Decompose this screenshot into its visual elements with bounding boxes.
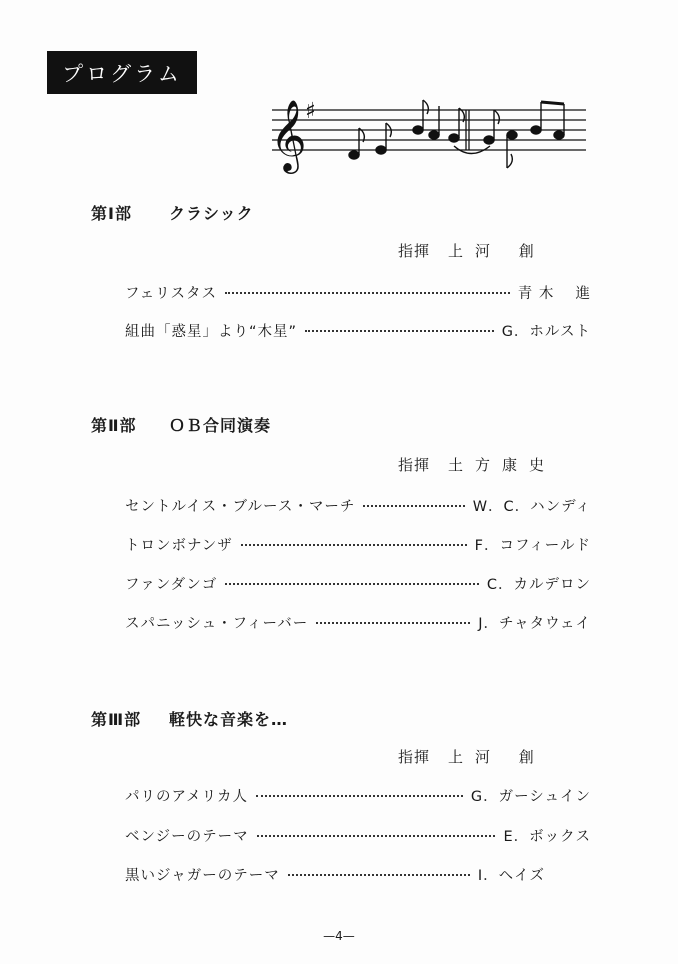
dot-leader xyxy=(225,292,510,294)
dot-leader xyxy=(241,544,467,546)
program-item xyxy=(125,534,591,555)
part-2-heading xyxy=(91,413,271,436)
piece-composer: E．ボックス xyxy=(503,829,591,845)
program-item xyxy=(125,612,591,633)
piece-title: トロンボナンザ xyxy=(125,538,233,554)
piece-title: フェリスタス xyxy=(125,286,217,302)
part-1-number: 第Ⅰ部 xyxy=(91,204,132,223)
program-item xyxy=(125,282,591,303)
part-2-number: 第Ⅱ部 xyxy=(91,416,137,435)
part-3-conductor-role: 指揮 xyxy=(398,748,431,766)
dot-leader xyxy=(316,622,470,624)
program-item xyxy=(125,785,591,806)
part-3-number: 第Ⅲ部 xyxy=(91,710,142,729)
part-1-heading xyxy=(91,201,254,224)
program-item xyxy=(125,864,545,885)
piece-title: セントルイス・ブルース・マーチ xyxy=(125,499,356,515)
dot-leader xyxy=(288,874,470,876)
treble-clef-icon: 𝄞 xyxy=(270,98,307,171)
page-title: プログラム xyxy=(47,51,197,94)
part-1-conductor xyxy=(398,240,546,261)
piece-composer: F．コフィールド xyxy=(474,538,591,554)
piece-title: スパニッシュ・フィーバー xyxy=(125,616,309,632)
dot-leader xyxy=(256,795,463,797)
part-2-conductor-name: 土方康史 xyxy=(448,456,557,474)
part-1-conductor-role: 指揮 xyxy=(398,242,431,260)
piece-composer: C．カルデロン xyxy=(486,577,591,593)
sharp-icon: ♯ xyxy=(305,99,316,124)
dot-leader xyxy=(363,505,464,507)
part-3-conductor xyxy=(398,746,546,767)
piece-title: ベンジーのテーマ xyxy=(125,829,249,845)
part-1-title: クラシック xyxy=(169,204,254,223)
part-3-heading xyxy=(91,707,288,730)
part-3-conductor-name: 上河 創 xyxy=(448,748,546,766)
piece-composer: G．ホルスト xyxy=(501,324,591,340)
program-item xyxy=(125,320,591,341)
part-3-title: 軽快な音楽を… xyxy=(169,710,289,729)
music-staff-decoration xyxy=(268,86,593,176)
part-2-conductor xyxy=(398,454,556,475)
dot-leader xyxy=(257,835,496,837)
program-item xyxy=(125,825,591,846)
program-item xyxy=(125,495,591,516)
page-number: —4— xyxy=(323,929,355,943)
piece-title: パリのアメリカ人 xyxy=(125,789,248,805)
piece-composer: W．C．ハンディ xyxy=(472,499,591,515)
part-1-conductor-name: 上河 創 xyxy=(448,242,546,260)
piece-title: 黒いジャガーのテーマ xyxy=(125,868,280,884)
piece-composer: G．ガーシュイン xyxy=(470,789,591,805)
part-2-title: ＯＢ合同演奏 xyxy=(169,416,272,435)
piece-title: ファンダンゴ xyxy=(125,577,218,593)
dot-leader xyxy=(305,330,494,332)
part-2-conductor-role: 指揮 xyxy=(398,456,431,474)
piece-title: 組曲「惑星」より“木星” xyxy=(125,324,298,340)
piece-composer: J．チャタウェイ xyxy=(478,616,591,632)
piece-composer: I．ヘイズ xyxy=(477,868,545,884)
program-item xyxy=(125,573,591,594)
piece-composer: 青 木 進 xyxy=(517,286,591,302)
dot-leader xyxy=(225,583,479,585)
